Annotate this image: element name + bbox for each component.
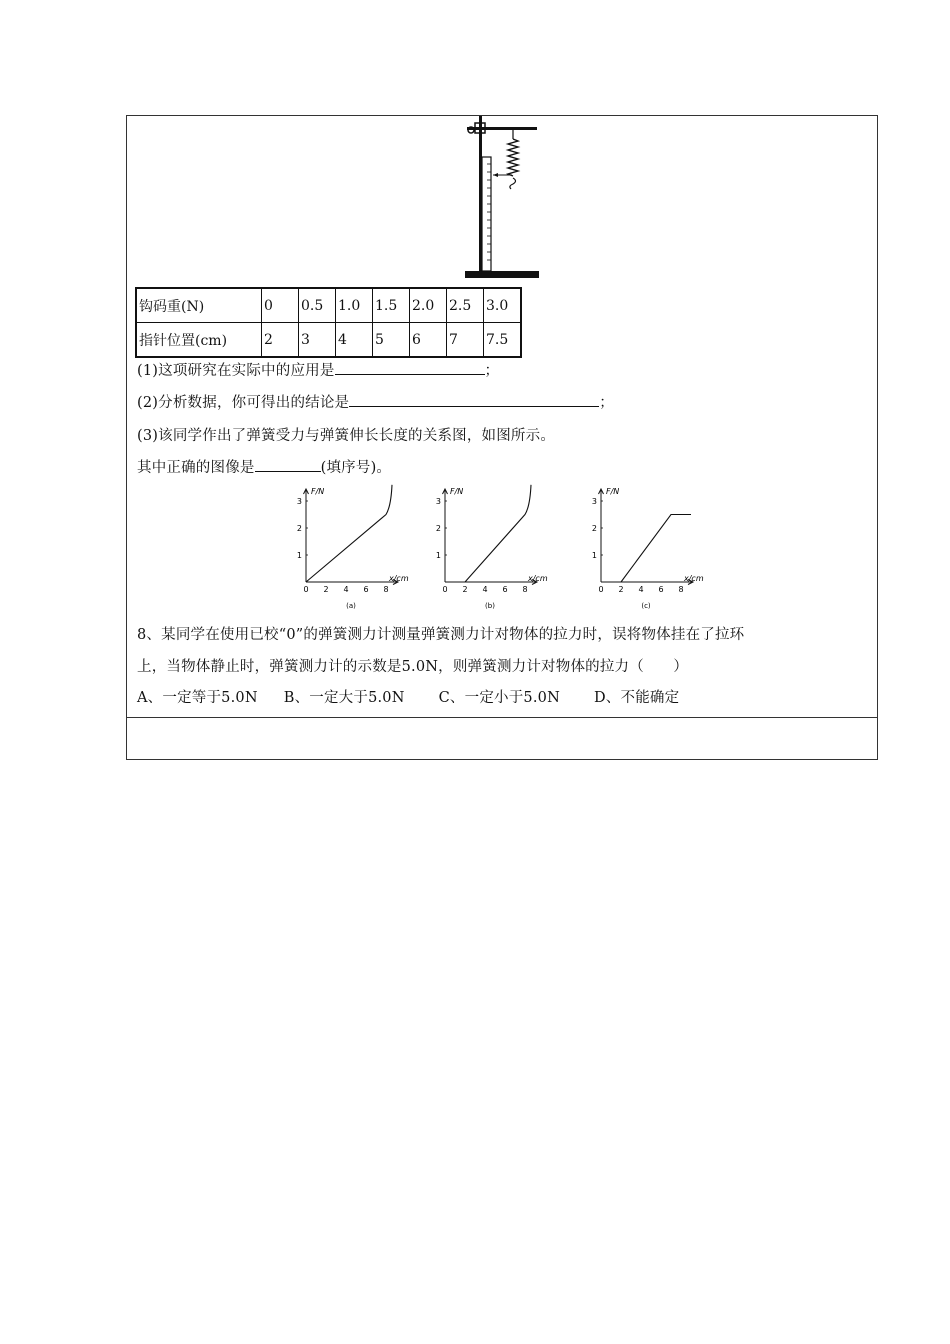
table-cell: 4 [336,323,373,358]
y-tick-label: 2 [591,524,597,533]
x-axis-label: x/cm [389,574,409,583]
y-tick-label: 2 [296,524,302,533]
table-cell: 2 [262,323,299,358]
question-3b-end: (填序号)。 [320,460,392,476]
question-2 [137,391,614,412]
table-cell: 1.0 [336,288,373,323]
series-line [621,515,691,583]
section-divider [127,717,877,718]
table-row [136,323,521,358]
question-box [126,115,878,760]
x-tick-label: 6 [658,585,664,594]
table-cell: 5 [373,323,410,358]
table-cell: 0 [262,288,299,323]
answer-blank-2[interactable] [349,392,599,407]
question-8-line-2: 上，当物体静止时，弹簧测力计的示数是5.0N，则弹簧测力计对物体的拉力（ ） [137,659,689,675]
x-tick-label: 2 [323,585,329,594]
x-tick-label: 0 [442,585,448,594]
y-axis-label: F/N [311,487,325,496]
y-tick-label: 3 [435,497,441,506]
spring-apparatus-illustration [465,116,541,282]
x-axis-label: x/cm [684,574,704,583]
x-tick-label: 4 [638,585,644,594]
y-tick-label: 3 [591,497,597,506]
y-axis-label: F/N [606,487,620,496]
x-tick-label: 8 [522,585,528,594]
x-tick-label: 0 [303,585,309,594]
data-table [135,287,522,358]
graph-caption: (c) [641,602,651,610]
answer-blank-3[interactable] [255,457,321,472]
y-tick-label: 1 [296,551,302,560]
option-d: D、不能确定 [593,690,680,706]
question-3: (3)该同学作出了弹簧受力与弹簧伸长长度的关系图，如图所示。 [137,428,556,444]
table-cell: 7 [447,323,484,358]
option-a: A、一定等于5.0N [137,690,258,706]
question-8-line-1: 8、某同学在使用已校“0”的弹簧测力计测量弹簧测力计对物体的拉力时，误将物体挂在了拉环 [137,627,745,643]
question-1-text: (1)这项研究在实际中的应用是 [137,363,335,379]
question-3b-text: 其中正确的图像是 [137,460,255,476]
x-tick-label: 2 [618,585,624,594]
table-cell: 2.5 [447,288,484,323]
series-line [465,485,531,582]
graph-a [294,486,409,612]
table-cell: 2.0 [410,288,447,323]
x-tick-label: 6 [502,585,508,594]
series-line [306,485,392,582]
answer-blank-1[interactable] [335,360,485,375]
question-1 [137,359,499,380]
y-tick-label: 1 [591,551,597,560]
question-8-options [137,686,679,707]
graph-caption: (a) [346,602,356,610]
x-axis-label: x/cm [528,574,548,583]
table-row-header: 钩码重(N) [136,288,262,323]
y-tick-label: 1 [435,551,441,560]
option-c: C、一定小于5.0N [438,690,560,706]
x-tick-label: 4 [343,585,349,594]
question-1-end: ； [484,363,500,379]
x-tick-label: 0 [598,585,604,594]
graph-caption: (b) [485,602,495,610]
x-tick-label: 8 [678,585,684,594]
table-cell: 3.0 [484,288,522,323]
graph-c [589,486,704,612]
table-cell: 0.5 [299,288,336,323]
x-tick-label: 4 [482,585,488,594]
table-row [136,288,521,323]
question-2-end: ； [599,395,614,411]
table-cell: 6 [410,323,447,358]
table-cell: 3 [299,323,336,358]
option-b: B、一定大于5.0N [283,690,405,706]
question-3b [137,456,391,477]
x-tick-label: 8 [383,585,389,594]
table-cell: 7.5 [484,323,522,358]
x-tick-label: 6 [363,585,369,594]
y-tick-label: 2 [435,524,441,533]
graph-b [433,486,548,612]
x-tick-label: 2 [462,585,468,594]
table-cell: 1.5 [373,288,410,323]
y-axis-label: F/N [450,487,464,496]
y-tick-label: 3 [296,497,302,506]
table-row-header: 指针位置(cm) [136,323,262,358]
question-2-text: (2)分析数据，你可得出的结论是 [137,395,350,411]
